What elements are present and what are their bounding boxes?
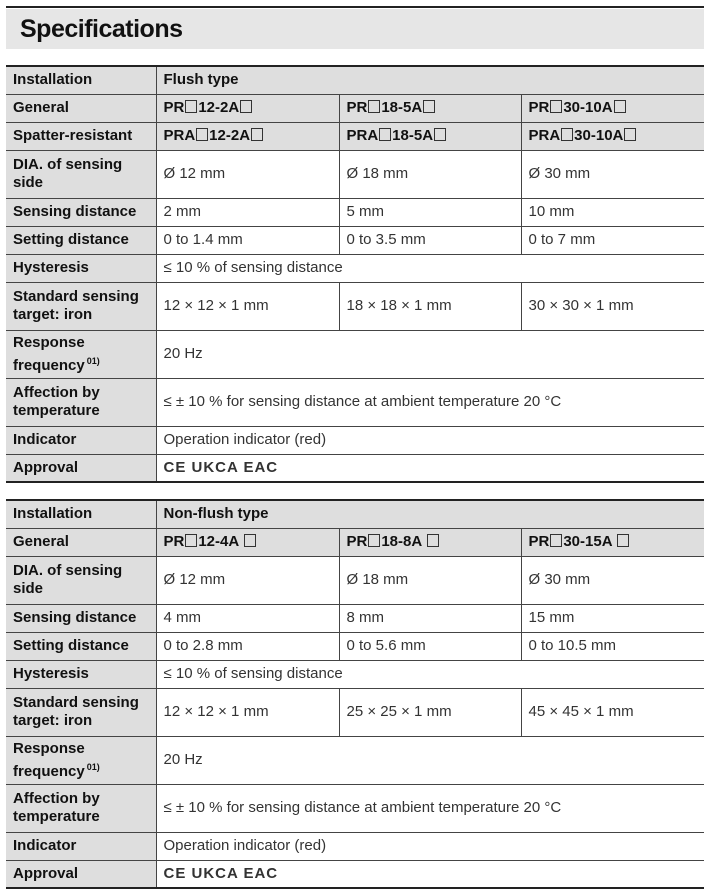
row-affection-temperature xyxy=(6,784,704,832)
row-response-frequency xyxy=(6,330,704,378)
value-cell: ≤ 10 % of sensing distance xyxy=(156,660,704,688)
model-cell xyxy=(339,94,521,122)
model-prefix: PRA xyxy=(346,127,379,144)
title-rule xyxy=(6,6,704,8)
blank-box-icon xyxy=(434,128,446,141)
installation-value: Flush type xyxy=(156,66,704,94)
row-label: Sensing distance xyxy=(6,198,156,226)
row-indicator xyxy=(6,832,704,860)
value-cell: 8 mm xyxy=(339,604,521,632)
row-dia xyxy=(6,556,704,604)
value-cell: 20 Hz xyxy=(156,736,704,784)
row-indicator xyxy=(6,426,704,454)
row-label: DIA. of sensing side xyxy=(6,150,156,198)
model-code: 30-10A xyxy=(563,99,613,116)
row-label: DIA. of sensing side xyxy=(6,556,156,604)
model-prefix: PRA xyxy=(163,127,196,144)
row-dia xyxy=(6,150,704,198)
value-cell: 0 to 5.6 mm xyxy=(339,632,521,660)
row-setting-distance xyxy=(6,632,704,660)
model-prefix: PR xyxy=(346,533,368,550)
row-label: Spatter-resistant xyxy=(6,122,156,150)
row-label: Standard sensing target: iron xyxy=(6,282,156,330)
row-installation xyxy=(6,500,704,528)
row-label: Standard sensing target: iron xyxy=(6,688,156,736)
model-code: 12-2A xyxy=(209,127,251,144)
row-approval xyxy=(6,454,704,482)
row-label xyxy=(6,736,156,784)
model-code: 12-4A xyxy=(198,533,239,550)
value-cell: Ø 30 mm xyxy=(521,556,704,604)
value-cell: 45 × 45 × 1 mm xyxy=(521,688,704,736)
row-label: Affection by temperature xyxy=(6,784,156,832)
spec-table-flush xyxy=(6,65,704,483)
blank-box-icon xyxy=(624,128,636,141)
approval-marks-icon: CE UKCA EAC xyxy=(163,864,279,882)
value-cell: 5 mm xyxy=(339,198,521,226)
value-cell: Ø 18 mm xyxy=(339,556,521,604)
value-cell: 0 to 2.8 mm xyxy=(156,632,339,660)
blank-box-icon xyxy=(185,534,197,547)
page-title: Specifications xyxy=(6,9,704,49)
installation-value: Non-flush type xyxy=(156,500,704,528)
row-label: Approval xyxy=(6,860,156,888)
model-prefix: PR xyxy=(163,533,185,550)
blank-box-icon xyxy=(368,534,380,547)
blank-box-icon xyxy=(561,128,573,141)
value-cell: 0 to 10.5 mm xyxy=(521,632,704,660)
value-cell: Operation indicator (red) xyxy=(156,832,704,860)
row-label: Installation xyxy=(6,500,156,528)
blank-box-icon xyxy=(240,100,252,113)
value-cell: 2 mm xyxy=(156,198,339,226)
value-cell: ≤ ± 10 % for sensing distance at ambient temperature 20 °C xyxy=(156,378,704,426)
value-cell: 12 × 12 × 1 mm xyxy=(156,282,339,330)
model-cell xyxy=(521,528,704,556)
row-label: General xyxy=(6,528,156,556)
blank-box-icon xyxy=(550,534,562,547)
footnote-ref: 01) xyxy=(86,761,100,772)
value-cell: 0 to 1.4 mm xyxy=(156,226,339,254)
value-cell: ≤ ± 10 % for sensing distance at ambient temperature 20 °C xyxy=(156,784,704,832)
value-cell: 4 mm xyxy=(156,604,339,632)
row-approval xyxy=(6,860,704,888)
row-general xyxy=(6,528,704,556)
approval-cell xyxy=(156,860,704,888)
row-standard-target xyxy=(6,282,704,330)
value-cell: 10 mm xyxy=(521,198,704,226)
row-sensing-distance xyxy=(6,198,704,226)
approval-marks-icon: CE UKCA EAC xyxy=(163,458,279,476)
approval-cell xyxy=(156,454,704,482)
blank-box-icon xyxy=(379,128,391,141)
row-label: Hysteresis xyxy=(6,660,156,688)
model-code: 30-15A xyxy=(563,533,612,550)
footnote-ref: 01) xyxy=(86,355,100,366)
row-general xyxy=(6,94,704,122)
model-prefix: PR xyxy=(528,533,550,550)
row-label: Approval xyxy=(6,454,156,482)
value-cell: 0 to 3.5 mm xyxy=(339,226,521,254)
blank-box-icon xyxy=(251,128,263,141)
row-spatter-resistant xyxy=(6,122,704,150)
model-prefix: PR xyxy=(346,99,368,116)
row-label: Setting distance xyxy=(6,226,156,254)
value-cell: 15 mm xyxy=(521,604,704,632)
row-label: Indicator xyxy=(6,426,156,454)
blank-box-icon xyxy=(244,534,256,547)
blank-box-icon xyxy=(196,128,208,141)
model-cell xyxy=(156,122,339,150)
row-label: Setting distance xyxy=(6,632,156,660)
blank-box-icon xyxy=(368,100,380,113)
model-code: 30-10A xyxy=(574,127,624,144)
model-prefix: PR xyxy=(163,99,185,116)
blank-box-icon xyxy=(185,100,197,113)
model-prefix: PR xyxy=(528,99,550,116)
row-setting-distance xyxy=(6,226,704,254)
value-cell: ≤ 10 % of sensing distance xyxy=(156,254,704,282)
model-code: 18-8A xyxy=(381,533,422,550)
value-cell: 20 Hz xyxy=(156,330,704,378)
row-label: Installation xyxy=(6,66,156,94)
row-hysteresis xyxy=(6,254,704,282)
model-cell xyxy=(156,528,339,556)
row-standard-target xyxy=(6,688,704,736)
value-cell: Ø 12 mm xyxy=(156,150,339,198)
value-cell: Ø 30 mm xyxy=(521,150,704,198)
row-label: Indicator xyxy=(6,832,156,860)
model-cell xyxy=(339,528,521,556)
spec-table-non-flush xyxy=(6,499,704,889)
value-cell: 18 × 18 × 1 mm xyxy=(339,282,521,330)
value-cell: Operation indicator (red) xyxy=(156,426,704,454)
model-cell xyxy=(521,122,704,150)
row-affection-temperature xyxy=(6,378,704,426)
value-cell: 30 × 30 × 1 mm xyxy=(521,282,704,330)
row-response-frequency xyxy=(6,736,704,784)
blank-box-icon xyxy=(427,534,439,547)
value-cell: 12 × 12 × 1 mm xyxy=(156,688,339,736)
row-label-text: Response frequency xyxy=(13,333,85,374)
model-code: 18-5A xyxy=(381,99,423,116)
value-cell: 25 × 25 × 1 mm xyxy=(339,688,521,736)
blank-box-icon xyxy=(423,100,435,113)
blank-box-icon xyxy=(617,534,629,547)
row-label-text: Response frequency xyxy=(13,739,85,780)
row-sensing-distance xyxy=(6,604,704,632)
row-label: Sensing distance xyxy=(6,604,156,632)
model-prefix: PRA xyxy=(528,127,561,144)
row-hysteresis xyxy=(6,660,704,688)
row-label: Hysteresis xyxy=(6,254,156,282)
row-label: General xyxy=(6,94,156,122)
value-cell: Ø 18 mm xyxy=(339,150,521,198)
row-label xyxy=(6,330,156,378)
value-cell: 0 to 7 mm xyxy=(521,226,704,254)
row-label: Affection by temperature xyxy=(6,378,156,426)
row-installation xyxy=(6,66,704,94)
model-code: 12-2A xyxy=(198,99,240,116)
model-cell xyxy=(521,94,704,122)
model-code: 18-5A xyxy=(392,127,434,144)
blank-box-icon xyxy=(550,100,562,113)
value-cell: Ø 12 mm xyxy=(156,556,339,604)
blank-box-icon xyxy=(614,100,626,113)
model-cell xyxy=(156,94,339,122)
model-cell xyxy=(339,122,521,150)
